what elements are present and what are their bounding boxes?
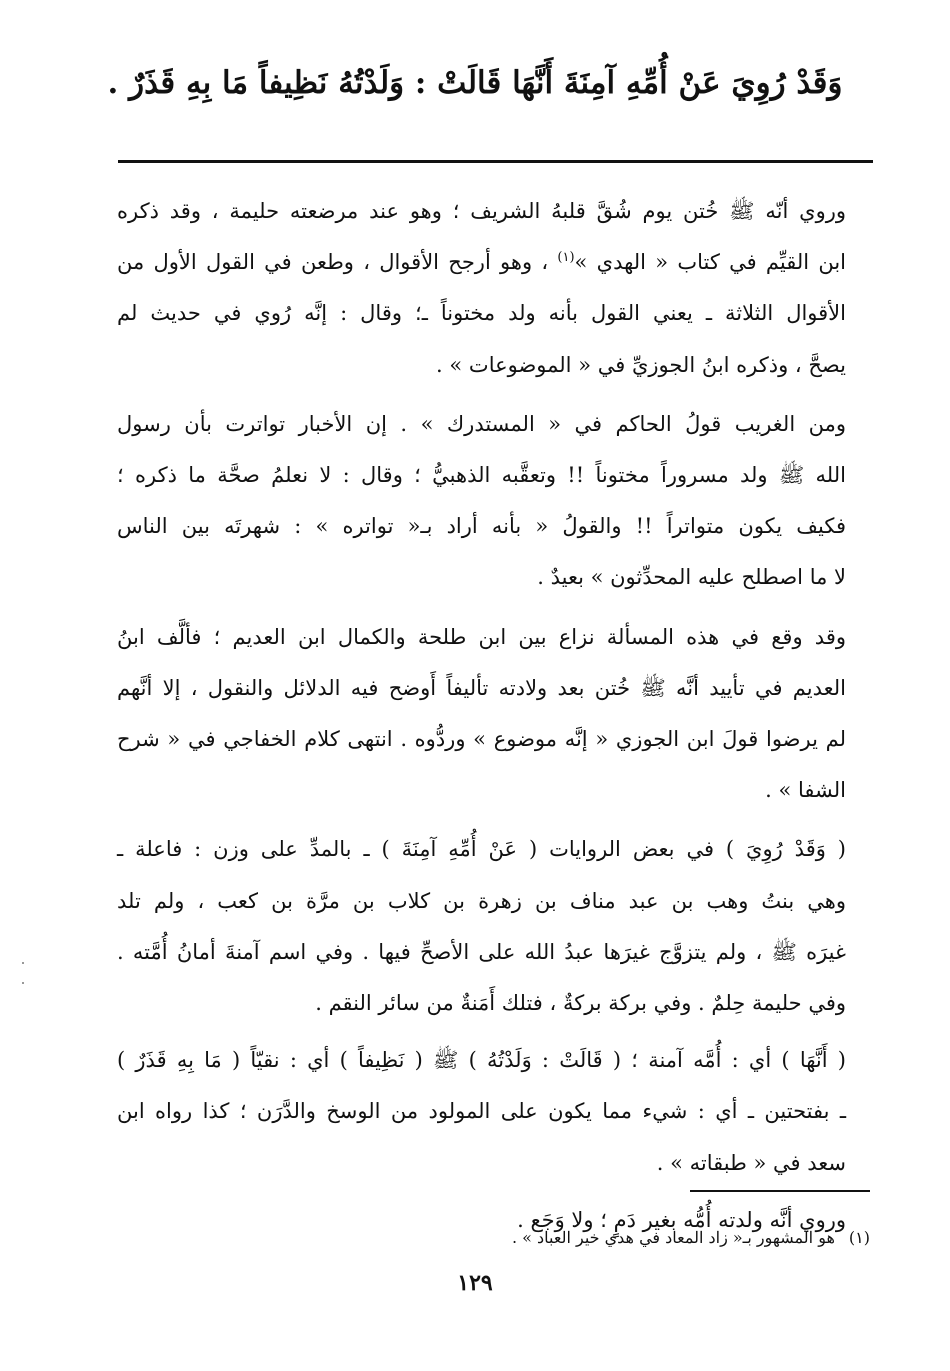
text-line: وروي أنّه ﷺ خُتن يوم شُقَّ قلبهُ الشريف ؛ وهو عند مرضعته حليمة ، وقد ذكره [117,199,846,223]
footnote [512,1225,870,1251]
text-line [117,237,872,288]
text-segment: ، وهو أرجح الأقوال ، وطعن في القول الأول من [117,250,549,275]
text-line: سعد في « طبقاته » . [656,1150,846,1175]
paragraph-3 [117,612,872,817]
text-line: العديم في تأييد أنَّه ﷺ خُتن بعد ولادته تأليفاً أَوضح فيه الدلائل والنقول ، إلا أنَّهم [117,675,846,700]
text-line: وهي بنتُ وهب بن عبد مناف بن زهرة بن كلاب بن مرَّة بن كعب ، ولم تلد [117,888,846,913]
commentary-body [117,186,872,1252]
scan-speck [22,982,24,984]
footnote-ref: (١) [557,250,575,266]
footnote-number: (١) [848,1228,870,1247]
text-line: غيرَه ﷺ ، ولم يتزوَّج غيرَها عبدُ الله على الأصحِّ فيها . وفي اسم آمنةَ أمانُ أُمَّته . [117,939,846,964]
text-line: فكيف يكون متواتراً !! والقولُ « بأنه أراد بـ« تواتره » : شهرتَه بين الناس [117,514,846,539]
text-line: الأقوال الثلاثة ـ يعني القول بأنه ولد مختوناً ـ؛ وقال : إنَّه رُوي في حديث لم [117,301,846,326]
text-line: الله ﷺ ولد مسروراً مختوناً !! وتعقَّبه الذهبيُّ ؛ وقال : لا نعلمُ صحَّة ما ذكره ؛ [117,463,846,488]
text-segment: ابن القيِّم في كتاب « الهدي » [574,250,846,275]
footnote-rule [690,1190,870,1192]
page-number: ١٢٩ [457,1270,493,1296]
text-line: وروي أنَّه ولدته أُمُّه بغير دَمٍ ؛ ولا وَجَع . [517,1207,846,1232]
text-line: وفي حليمة حِلمٌ . وفي بركة بركةٌ ، فتلك أَمَنةٌ من سائر النقم . [315,991,846,1016]
text-line: يصحَّ ، وذكره ابنُ الجوزيِّ في « الموضوعات » . [436,352,846,377]
separator-rule [118,160,873,163]
paragraph-4 [117,824,872,1029]
paragraph-5 [117,1035,872,1189]
matn-heading: وَقَدْ رُوِيَ عَنْ أُمِّهِ آمِنَةَ أَنَّهَا قَالَتْ : وَلَدْتُهُ نَظِيفاً مَا بِهِ قَذَرٌ . [107,65,843,101]
text-line: ( وَقَدْ رُوِيَ ) في بعض الروايات ( عَنْ أُمِّهِ آمِنَةَ ) ـ بالمدِّ على وزن : فاعلة ـ [117,837,846,862]
paragraph-2 [117,399,872,604]
text-line: ومن الغريب قولُ الحاكم في « المستدرك » . إن الأخبار تواترت بأن رسول [117,411,846,436]
text-line: وقد وقع في هذه المسألة نزاع بين ابن طلحة والكمال ابن العديم ؛ فألَّف ابنُ [117,624,846,649]
text-line: لم يرضوا قولَ ابن الجوزي « إنَّه موضوع » وردُّوه . انتهى كلام الخفاجي في « شرح [117,727,846,752]
footnote-text: هو المشهور بـ« زاد المعاد في هدي خير العباد » . [511,1228,835,1247]
text-line: الشفا » . [765,778,846,803]
paragraph-1 [117,186,872,391]
text-line: ـ بفتحتين ـ أي : شيء مما يكون على المولود من الوسخ والدَّرَن ؛ كذا رواه ابن [117,1099,846,1124]
text-line: ( أَنَّهَا ) أي : أُمَّه آمنة ؛ ( قَالَتْ : وَلَدْتُهُ ) ﷺ ( نَظِيفاً ) أي : نقيّاً ( مَا بِهِ قَذَرٌ ) [117,1048,846,1073]
scan-speck [22,962,24,964]
text-line: لا ما اصطلح عليه المحدِّثون » بعيدٌ . [537,565,846,590]
